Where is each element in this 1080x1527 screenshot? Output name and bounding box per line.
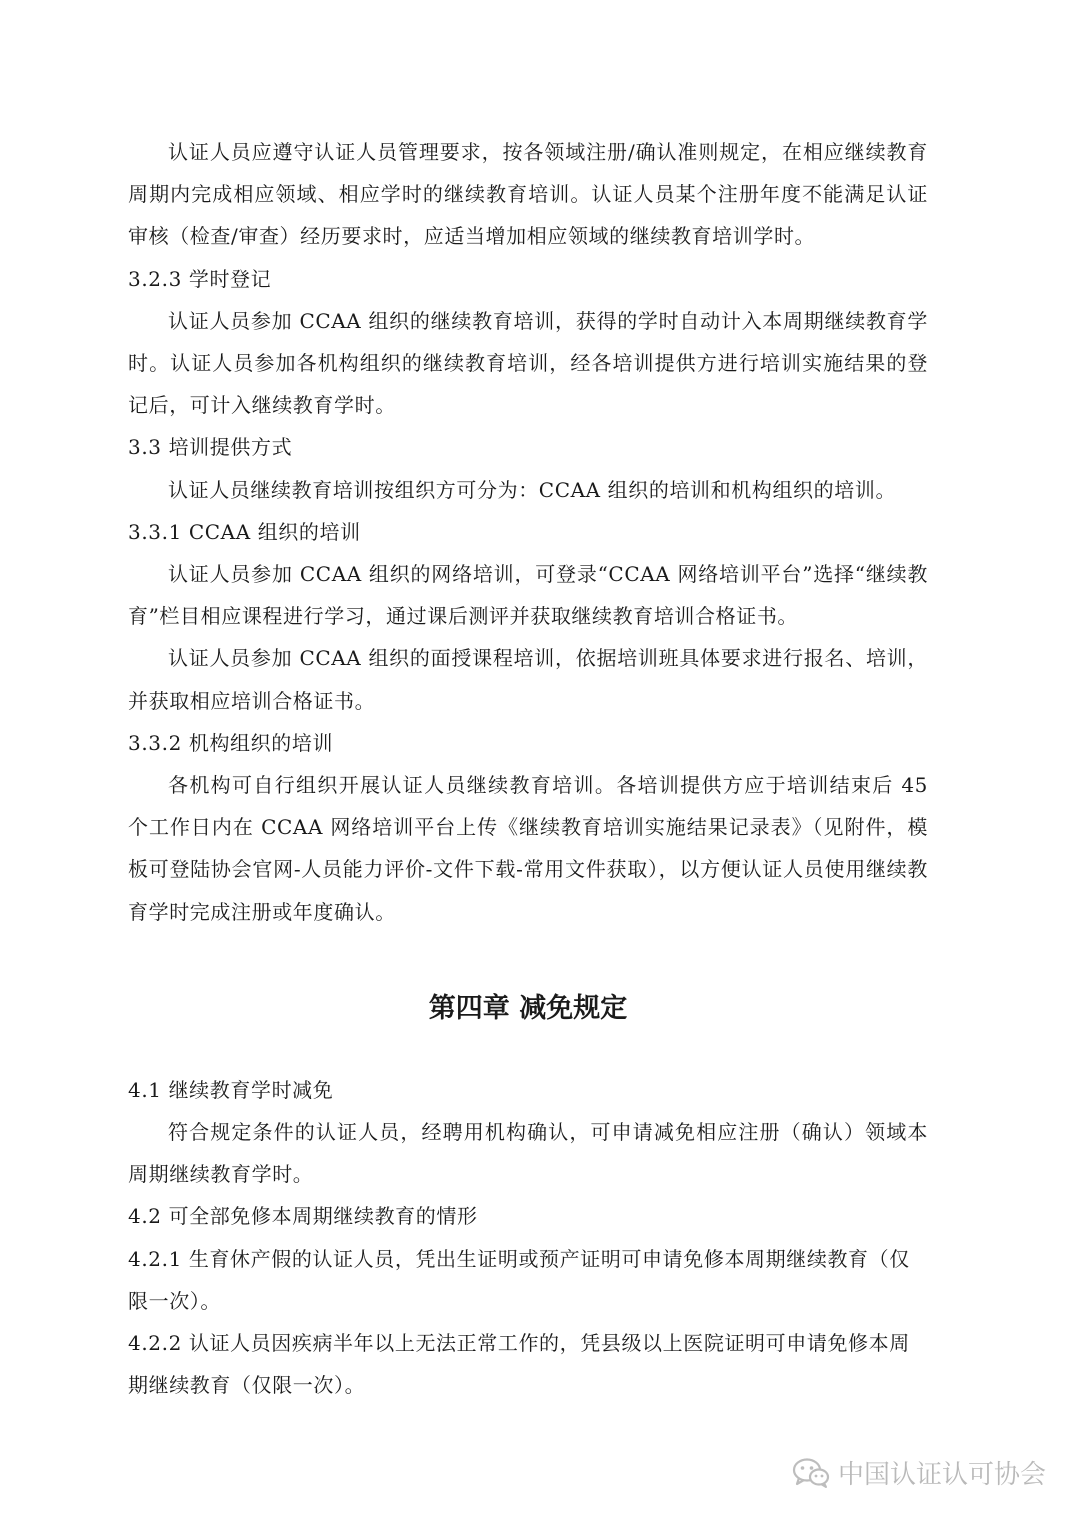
clause-4-2-1: 4.2.1 生育休产假的认证人员，凭出生证明或预产证明可申请免修本周期继续教育（仅限一次）。 bbox=[128, 1246, 910, 1313]
chapter-title: 第四章 减免规定 bbox=[428, 992, 628, 1024]
paragraph-online-training: 认证人员参加 CCAA 组织的网络培训，可登录“CCAA 网络培训平台”选择“继续教育”栏目相应课程进行学习，通过课后测评并获取继续教育培训合格证书。 bbox=[128, 562, 928, 629]
watermark-text: 中国认证认可协会 bbox=[837, 1460, 1046, 1490]
paragraph-training-organizers: 认证人员继续教育培训按组织方可分为：CCAA 组织的培训和机构组织的培训。 bbox=[168, 477, 897, 502]
section-heading-4-1: 4.1 继续教育学时减免 bbox=[128, 1077, 334, 1102]
paragraph-continuing-education-requirement: 认证人员应遵守认证人员管理要求，按各领域注册/确认准则规定，在相应继续教育周期内完成相应领域、相应学时的继续教育培训。认证人员某个注册年度不能满足认证审核（检查/审查）经历要求时，应适当增加相应领域的继续教育培训学时。 bbox=[128, 140, 928, 249]
section-heading-3-2-3: 3.2.3 学时登记 bbox=[128, 266, 272, 291]
section-heading-4-2: 4.2 可全部免修本周期继续教育的情形 bbox=[128, 1204, 478, 1229]
document-body bbox=[128, 131, 928, 1406]
section-heading-3-3: 3.3 培训提供方式 bbox=[128, 435, 293, 460]
section-heading-3-3-2: 3.3.2 机构组织的培训 bbox=[128, 730, 334, 755]
clause-4-2-2: 4.2.2 认证人员因疾病半年以上无法正常工作的，凭县级以上医院证明可申请免修本周期继续教育（仅限一次）。 bbox=[128, 1331, 910, 1398]
paragraph-hours-registration: 认证人员参加 CCAA 组织的继续教育培训，获得的学时自动计入本周期继续教育学时。认证人员参加各机构组织的继续教育培训，经各培训提供方进行培训实施结果的登记后，可计入继续教育学时。 bbox=[128, 308, 928, 418]
paragraph-institution-training: 各机构可自行组织开展认证人员继续教育培训。各培训提供方应于培训结束后 45 个工作日内在 CCAA 网络培训平台上传《继续教育培训实施结果记录表》（见附件，模板可登陆协会官网-人员能力评价-文件下载-常用文件获取），以方便认证人员使用继续教育学时完成注册或年度确认。 bbox=[128, 773, 928, 924]
wechat-icon bbox=[792, 1457, 830, 1489]
section-heading-3-3-1: 3.3.1 CCAA 组织的培训 bbox=[128, 519, 361, 544]
paragraph-exemption-conditions: 符合规定条件的认证人员，经聘用机构确认，可申请减免相应注册（确认）领域本周期继续教育学时。 bbox=[128, 1120, 928, 1187]
watermark bbox=[792, 1454, 1046, 1491]
paragraph-face-to-face-training: 认证人员参加 CCAA 组织的面授课程培训，依据培训班具体要求进行报名、培训，并获取相应培训合格证书。 bbox=[128, 646, 928, 713]
